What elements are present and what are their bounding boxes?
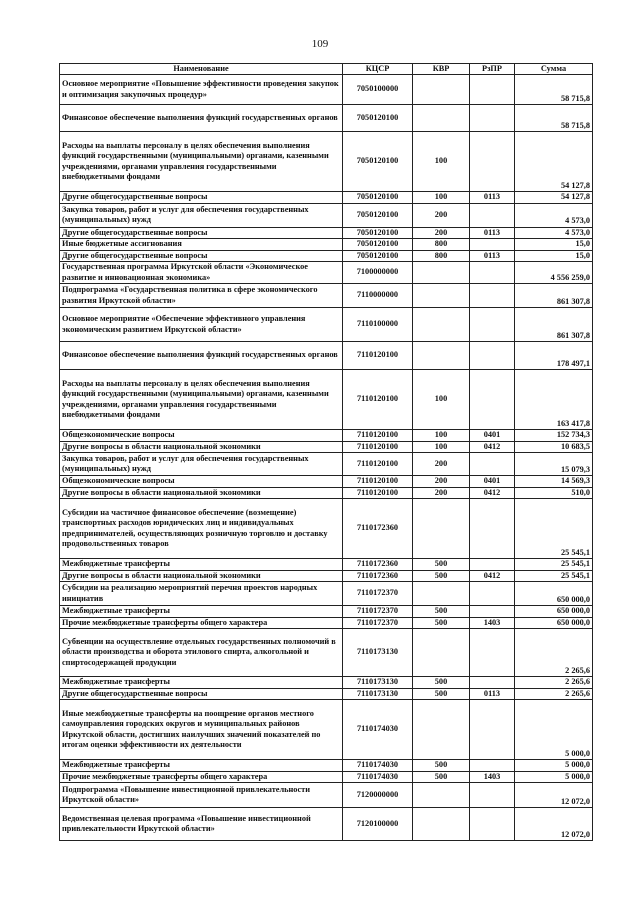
row-kvr [413, 262, 470, 284]
row-name: Другие общегосударственные вопросы [60, 227, 343, 239]
row-kcsr: 7050120100 [343, 239, 413, 251]
row-rzpr [470, 760, 515, 772]
table-row [60, 771, 593, 783]
table-row [60, 487, 593, 499]
row-kcsr: 7110172360 [343, 570, 413, 582]
row-kcsr: 7110174030 [343, 700, 413, 760]
row-kcsr: 7110173130 [343, 629, 413, 677]
row-rzpr [470, 559, 515, 571]
row-sum: 25 545,1 [515, 559, 593, 571]
row-sum: 163 417,8 [515, 370, 593, 430]
row-kvr: 800 [413, 239, 470, 251]
row-kcsr: 7110120100 [343, 342, 413, 370]
table-row [60, 132, 593, 192]
row-sum: 5 000,0 [515, 760, 593, 772]
row-rzpr: 0412 [470, 570, 515, 582]
row-rzpr [470, 783, 515, 808]
row-kvr: 500 [413, 677, 470, 689]
row-name: Общеэкономические вопросы [60, 430, 343, 442]
row-kcsr: 7110172360 [343, 499, 413, 559]
row-kvr [413, 342, 470, 370]
table-row [60, 559, 593, 571]
row-sum: 2 265,6 [515, 629, 593, 677]
row-rzpr [470, 342, 515, 370]
row-name: Межбюджетные трансферты [60, 677, 343, 689]
row-sum: 2 265,6 [515, 688, 593, 700]
row-kcsr: 7110120100 [343, 430, 413, 442]
row-name: Прочие межбюджетные трансферты общего характера [60, 617, 343, 629]
table-header-row [60, 64, 593, 75]
row-rzpr: 0113 [470, 250, 515, 262]
column-header-rzpr: РзПР [470, 64, 515, 75]
row-sum: 12 072,0 [515, 808, 593, 841]
row-name: Расходы на выплаты персоналу в целях обеспечения выполнения функций государственными (муниципальными) органами, казенными учреждениями, органами управления государственными внебюджетными фондами [60, 370, 343, 430]
row-rzpr [470, 105, 515, 132]
row-kcsr: 7120100000 [343, 808, 413, 841]
row-kvr: 100 [413, 430, 470, 442]
table-row [60, 570, 593, 582]
row-sum: 510,0 [515, 487, 593, 499]
row-name: Другие общегосударственные вопросы [60, 192, 343, 204]
table-row [60, 783, 593, 808]
column-header-kvr: КВР [413, 64, 470, 75]
row-name: Субсидии на реализацию мероприятий перечня проектов народных инициатив [60, 582, 343, 606]
row-kcsr: 7110174030 [343, 771, 413, 783]
row-sum: 4 573,0 [515, 227, 593, 239]
row-name: Другие вопросы в области национальной экономики [60, 570, 343, 582]
row-name: Субвенции на осуществление отдельных государственных полномочий в области производства и оборота этилового спирта, алкогольной и спиртосодержащей продукции [60, 629, 343, 677]
row-kvr: 500 [413, 617, 470, 629]
row-kvr: 100 [413, 370, 470, 430]
row-sum: 4 573,0 [515, 203, 593, 227]
table-row [60, 617, 593, 629]
row-sum: 2 265,6 [515, 677, 593, 689]
row-rzpr: 0113 [470, 192, 515, 204]
table-row [60, 203, 593, 227]
row-kvr: 200 [413, 227, 470, 239]
row-rzpr [470, 606, 515, 618]
row-name: Государственная программа Иркутской области «Экономическое развитие и инновационная экономика» [60, 262, 343, 284]
table-row [60, 308, 593, 342]
row-name: Общеэкономические вопросы [60, 476, 343, 488]
row-kvr [413, 284, 470, 308]
column-header-kcsr: КЦСР [343, 64, 413, 75]
row-rzpr [470, 370, 515, 430]
row-kcsr: 7050100000 [343, 75, 413, 105]
table-row [60, 262, 593, 284]
row-rzpr: 0113 [470, 227, 515, 239]
row-kvr [413, 783, 470, 808]
row-rzpr: 0412 [470, 441, 515, 453]
table-row [60, 227, 593, 239]
row-name: Иные бюджетные ассигнования [60, 239, 343, 251]
table-row [60, 582, 593, 606]
row-kcsr: 7110000000 [343, 284, 413, 308]
row-kvr: 800 [413, 250, 470, 262]
row-kvr: 500 [413, 771, 470, 783]
budget-table [59, 63, 593, 841]
row-rzpr [470, 239, 515, 251]
row-kcsr: 7050120100 [343, 132, 413, 192]
row-kcsr: 7050120100 [343, 192, 413, 204]
row-sum: 58 715,8 [515, 105, 593, 132]
row-name: Субсидии на частичное финансовое обеспечение (возмещение) транспортных расходов юридических лиц и индивидуальных предпринимателей, осуществляющих розничную торговлю и доставку продовольственных товаров [60, 499, 343, 559]
table-row [60, 192, 593, 204]
row-rzpr [470, 582, 515, 606]
row-kcsr: 7110172360 [343, 559, 413, 571]
table-row [60, 606, 593, 618]
row-name: Расходы на выплаты персоналу в целях обеспечения выполнения функций государственными (муниципальными) органами, казенными учреждениями, органами управления государственными внебюджетными фондами [60, 132, 343, 192]
row-rzpr [470, 284, 515, 308]
row-rzpr [470, 75, 515, 105]
table-row [60, 499, 593, 559]
table-row [60, 453, 593, 476]
table-row [60, 760, 593, 772]
table-row [60, 370, 593, 430]
row-kcsr: 7110173130 [343, 688, 413, 700]
row-rzpr: 1403 [470, 771, 515, 783]
row-name: Другие общегосударственные вопросы [60, 250, 343, 262]
row-kvr [413, 75, 470, 105]
row-rzpr: 0401 [470, 476, 515, 488]
row-kvr [413, 499, 470, 559]
row-name: Подпрограмма «Повышение инвестиционной привлекательности Иркутской области» [60, 783, 343, 808]
row-kcsr: 7110120100 [343, 487, 413, 499]
row-kvr: 500 [413, 688, 470, 700]
row-rzpr [470, 203, 515, 227]
row-name: Прочие межбюджетные трансферты общего характера [60, 771, 343, 783]
row-rzpr: 0401 [470, 430, 515, 442]
table-row [60, 808, 593, 841]
row-kcsr: 7050120100 [343, 203, 413, 227]
row-rzpr [470, 808, 515, 841]
table-row [60, 688, 593, 700]
table-row [60, 75, 593, 105]
table-row [60, 342, 593, 370]
row-kcsr: 7110100000 [343, 308, 413, 342]
row-name: Закупка товаров, работ и услуг для обеспечения государственных (муниципальных) нужд [60, 453, 343, 476]
table-row [60, 284, 593, 308]
row-kcsr: 7050120100 [343, 227, 413, 239]
row-rzpr [470, 308, 515, 342]
row-kvr [413, 700, 470, 760]
row-kvr: 500 [413, 570, 470, 582]
row-sum: 25 545,1 [515, 570, 593, 582]
row-kvr: 100 [413, 192, 470, 204]
row-rzpr [470, 499, 515, 559]
row-kvr: 200 [413, 453, 470, 476]
row-kcsr: 7110174030 [343, 760, 413, 772]
row-rzpr [470, 677, 515, 689]
row-sum: 15,0 [515, 239, 593, 251]
row-sum: 5 000,0 [515, 700, 593, 760]
row-name: Финансовое обеспечение выполнения функций государственных органов [60, 342, 343, 370]
row-kvr: 100 [413, 441, 470, 453]
row-kcsr: 7050120100 [343, 250, 413, 262]
row-kvr: 200 [413, 476, 470, 488]
row-sum: 25 545,1 [515, 499, 593, 559]
row-sum: 54 127,8 [515, 192, 593, 204]
row-kvr: 500 [413, 760, 470, 772]
row-kvr: 200 [413, 203, 470, 227]
table-row [60, 700, 593, 760]
row-name: Межбюджетные трансферты [60, 760, 343, 772]
row-sum: 178 497,1 [515, 342, 593, 370]
row-kcsr: 7110172370 [343, 617, 413, 629]
page-number: 109 [311, 38, 329, 50]
row-name: Подпрограмма «Государственная политика в сфере экономического развития Иркутской области» [60, 284, 343, 308]
row-kvr [413, 308, 470, 342]
row-sum: 5 000,0 [515, 771, 593, 783]
row-rzpr [470, 629, 515, 677]
table-row [60, 677, 593, 689]
row-kvr: 100 [413, 132, 470, 192]
row-kvr [413, 105, 470, 132]
row-kcsr: 7110120100 [343, 476, 413, 488]
row-name: Финансовое обеспечение выполнения функций государственных органов [60, 105, 343, 132]
row-rzpr [470, 132, 515, 192]
row-name: Ведомственная целевая программа «Повышение инвестиционной привлекательности Иркутской области» [60, 808, 343, 841]
row-sum: 152 734,3 [515, 430, 593, 442]
row-kvr: 200 [413, 487, 470, 499]
table-row [60, 629, 593, 677]
row-rzpr [470, 453, 515, 476]
row-sum: 58 715,8 [515, 75, 593, 105]
row-kvr: 500 [413, 559, 470, 571]
row-kcsr: 7050120100 [343, 105, 413, 132]
row-sum: 15,0 [515, 250, 593, 262]
row-kcsr: 7110172370 [343, 582, 413, 606]
row-sum: 14 569,3 [515, 476, 593, 488]
row-kcsr: 7110172370 [343, 606, 413, 618]
table-row [60, 430, 593, 442]
column-header-name: Наименование [60, 64, 343, 75]
row-rzpr: 1403 [470, 617, 515, 629]
row-sum: 12 072,0 [515, 783, 593, 808]
row-name: Основное мероприятие «Обеспечение эффективного управления экономическим развитием Иркутской области» [60, 308, 343, 342]
row-kcsr: 7110120100 [343, 441, 413, 453]
row-sum: 54 127,8 [515, 132, 593, 192]
table-row [60, 250, 593, 262]
row-kcsr: 7100000000 [343, 262, 413, 284]
row-sum: 4 556 259,0 [515, 262, 593, 284]
row-sum: 10 683,5 [515, 441, 593, 453]
row-sum: 650 000,0 [515, 617, 593, 629]
row-kcsr: 7110120100 [343, 370, 413, 430]
row-sum: 650 000,0 [515, 606, 593, 618]
row-rzpr: 0412 [470, 487, 515, 499]
table-row [60, 441, 593, 453]
row-rzpr [470, 262, 515, 284]
table-row [60, 476, 593, 488]
row-name: Межбюджетные трансферты [60, 606, 343, 618]
row-kcsr: 7120000000 [343, 783, 413, 808]
row-name: Другие общегосударственные вопросы [60, 688, 343, 700]
row-name: Иные межбюджетные трансферты на поощрение органов местного самоуправления городских округов и муниципальных районов Иркутской области, достигших наилучших значений показателей по итогам оценки эффективности их деятельности [60, 700, 343, 760]
column-header-sum: Сумма [515, 64, 593, 75]
row-sum: 861 307,8 [515, 308, 593, 342]
row-kvr [413, 582, 470, 606]
row-sum: 861 307,8 [515, 284, 593, 308]
row-name: Межбюджетные трансферты [60, 559, 343, 571]
row-name: Другие вопросы в области национальной экономики [60, 441, 343, 453]
row-sum: 15 079,3 [515, 453, 593, 476]
row-name: Другие вопросы в области национальной экономики [60, 487, 343, 499]
row-rzpr: 0113 [470, 688, 515, 700]
row-kvr: 500 [413, 606, 470, 618]
row-rzpr [470, 700, 515, 760]
table-row [60, 239, 593, 251]
table-row [60, 105, 593, 132]
row-kcsr: 7110120100 [343, 453, 413, 476]
row-name: Закупка товаров, работ и услуг для обеспечения государственных (муниципальных) нужд [60, 203, 343, 227]
row-kvr [413, 629, 470, 677]
row-sum: 650 000,0 [515, 582, 593, 606]
row-kcsr: 7110173130 [343, 677, 413, 689]
row-name: Основное мероприятие «Повышение эффективности проведения закупок и оптимизация закупочных процедур» [60, 75, 343, 105]
row-kvr [413, 808, 470, 841]
